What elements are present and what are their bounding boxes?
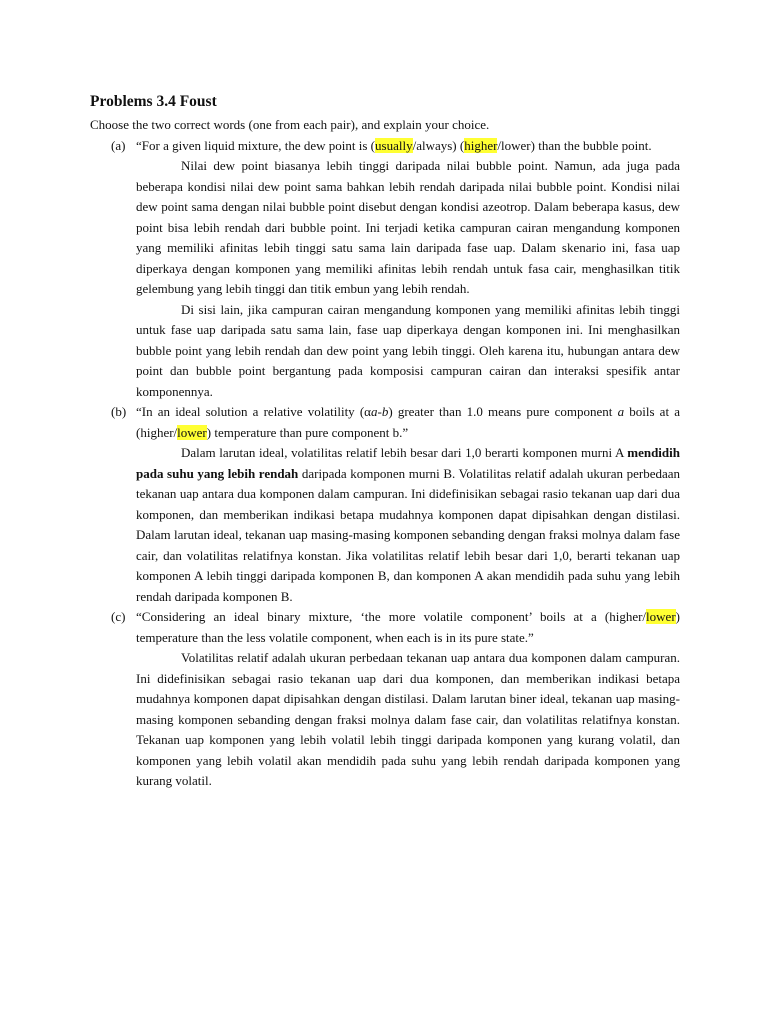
instructions: Choose the two correct words (one from each pair), and explain your choice.	[90, 117, 490, 132]
highlighted-answer: higher	[464, 137, 498, 153]
highlighted-answer: lower	[177, 424, 207, 440]
question-text: “In an ideal solution a relative volatility (αa-b) greater than 1.0 means pure component a boils at a (higher/lower) temperature than pure component b.”	[136, 404, 680, 440]
answer-paragraph: Di sisi lain, jika campuran cairan mengandung komponen yang memiliki afinitas lebih tinggi untuk fase uap daripada satu sama lain, fase uap diperkaya dengan komponen ini. Ini menghasilkan bubble point yang lebih rendah dan dew point yang lebih tinggi. Oleh karena itu, hubungan antara dew point dan bubble point bergantung pada komposisi campuran cairan dan interaksi spesifik antar komponennya.	[136, 301, 680, 399]
problem-a	[90, 136, 680, 403]
problem-label: (b)	[111, 404, 127, 419]
answer-paragraph: Dalam larutan ideal, volatilitas relatif lebih besar dari 1,0 berarti komponen murni A mendidih pada suhu yang lebih rendah daripada komponen murni B. Volatilitas relatif adalah ukuran perbedaan tekanan uap antara dua komponen dalam campuran. Ini didefinisikan sebagai rasio tekanan uap dari dua komponen, dan memberikan indikasi betapa mudahnya komponen dapat dipisahkan dengan distilasi. Dalam larutan ideal, tekanan uap masing-masing komponen sebanding dengan fraksi molnya dalam fase cair, dan volatilitas relatifnya konstan. Jika volatilitas relatif lebih besar dari 1,0, berarti tekanan uap komponen A lebih tinggi daripada komponen B, dan komponen A akan mendidih pada suhu yang lebih rendah daripada komponen B.	[136, 445, 681, 604]
question-text: “Considering an ideal binary mixture, ‘the more volatile component’ boils at a (higher/lower) temperature than the less volatile component, when each is in its pure state.”	[136, 609, 680, 645]
answer-paragraph: Nilai dew point biasanya lebih tinggi daripada nilai bubble point. Namun, ada juga pada beberapa kondisi nilai dew point sama bahkan lebih rendah daripada nilai bubble point. Kondisi nilai dew point sama dengan nilai bubble point disebut dengan kondisi azeotrop. Dalam beberapa kasus, dew point bisa lebih rendah dari bubble point. Ini terjadi ketika campuran cairan mengandung komponen yang memiliki afinitas lebih tinggi satu sama lain daripada fase uap. Dalam skenario ini, fasa uap diperkaya dengan komponen yang memiliki afinitas lebih rendah untuk fasa cair, menghasilkan titik gelembung yang lebih tinggi dan titik embun yang lebih rendah.	[136, 158, 680, 296]
page-title: Problems 3.4 Foust	[90, 93, 217, 110]
highlighted-answer: usually	[375, 137, 413, 153]
highlighted-answer: lower	[646, 609, 676, 624]
problem-label: (a)	[111, 137, 126, 153]
problem-b	[90, 402, 680, 607]
question-text: “For a given liquid mixture, the dew point is (usually/always) (higher/lower) than the bubble point.	[136, 137, 652, 153]
problem-c	[90, 607, 680, 792]
answer-paragraph: Volatilitas relatif adalah ukuran perbedaan tekanan uap antara dua komponen dalam campuran. Ini didefinisikan sebagai rasio tekanan uap dari dua komponen, dan memberikan indikasi betapa mudahnya komponen dapat dipisahkan dengan distilasi. Dalam larutan biner ideal, tekanan uap masing-masing komponen sebanding dengan fraksi molnya dalam fase cair, dan volatilitas relatifnya konstan. Tekanan uap komponen yang lebih volatil lebih tinggi daripada komponen yang kurang volatil, dan komponen yang lebih volatil akan mendidih pada suhu yang lebih rendah daripada komponen yang kurang volatil.	[136, 650, 680, 788]
problem-label: (c)	[111, 609, 126, 624]
